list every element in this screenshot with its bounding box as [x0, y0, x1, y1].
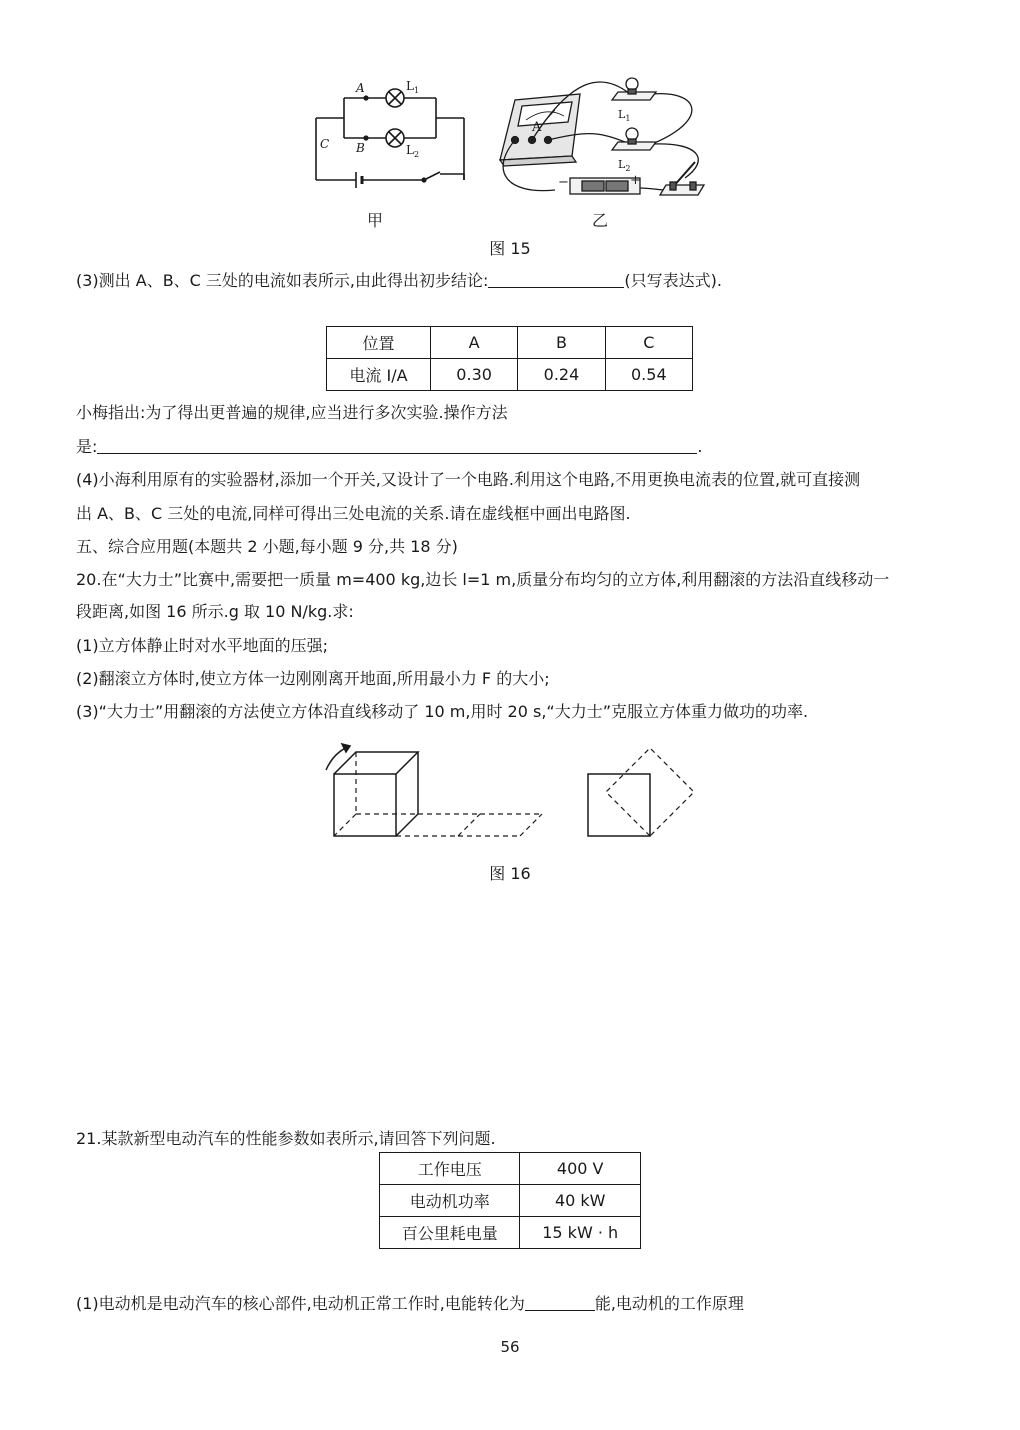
lamp-l2-holder	[612, 128, 656, 150]
q4-line-1: (4)小海利用原有的实验器材,添加一个开关,又设计了一个电路.利用这个电路,不用更换电流表的位置,就可直接测	[76, 470, 861, 489]
wire	[652, 94, 692, 144]
q20-part-3: (3)“大力士”用翻滚的方法使立方体沿直线移动了 10 m,用时 20 s,“大力士”克服立方体重力做功的功率.	[76, 702, 809, 721]
section-5-title: 五、综合应用题(本题共 2 小题,每小题 9 分,共 18 分)	[76, 537, 458, 556]
table-row	[380, 1217, 641, 1249]
table-row	[327, 359, 693, 391]
header-cell: A	[430, 327, 517, 359]
apparatus-drawing	[500, 78, 704, 195]
footprint-edge	[458, 814, 480, 836]
car-spec-table	[379, 1152, 641, 1249]
spec-label: 百公里耗电量	[380, 1217, 520, 1249]
q20-part-2: (2)翻滚立方体时,使立方体一边刚刚离开地面,所用最小力 F 的大小;	[76, 669, 550, 688]
point-a-dot	[364, 96, 368, 100]
label-a: A	[356, 81, 365, 95]
battery-plus-label: +	[630, 173, 641, 188]
q21-intro: 21.某款新型电动汽车的性能参数如表所示,请回答下列问题.	[76, 1129, 496, 1148]
label-l1: $L_1$	[406, 79, 420, 95]
table-cell: 电流 I/A	[327, 359, 431, 391]
cube-right-face	[396, 752, 418, 836]
q20-line-1: 20.在“大力士”比赛中,需要把一质量 m=400 kg,边长 l=1 m,质量分布均匀的立方体,利用翻滚的方法沿直线移动一	[76, 570, 890, 589]
q3-line	[76, 270, 722, 292]
point-b-dot	[364, 136, 368, 140]
current-table	[326, 326, 693, 391]
cube-top-face	[334, 752, 418, 774]
q21-answer-blank[interactable]	[525, 1294, 595, 1311]
note-answer-blank[interactable]	[97, 437, 697, 454]
cube-front-face	[334, 774, 396, 836]
q3-answer-blank[interactable]	[488, 271, 624, 288]
table-header-row	[327, 327, 693, 359]
figure-15-sub-b: 乙	[591, 211, 608, 230]
hidden-edge	[334, 814, 356, 836]
spec-label: 电动机功率	[380, 1185, 520, 1217]
q20-part-1: (1)立方体静止时对水平地面的压强;	[76, 636, 329, 655]
table-row	[380, 1185, 641, 1217]
footprint-edge	[520, 814, 542, 836]
ammeter-label: A	[532, 120, 542, 135]
spec-value: 15 kW · h	[520, 1217, 641, 1249]
wire	[652, 144, 698, 178]
spec-value: 400 V	[520, 1153, 641, 1185]
figure-15-sub-a: 甲	[366, 211, 383, 230]
lamp-l1-holder	[612, 78, 656, 100]
note-prefix: 是:	[76, 437, 98, 456]
page-number: 56	[500, 1338, 520, 1356]
q4-line-2: 出 A、B、C 三处的电流,同样可得出三处电流的关系.请在虚线框中画出电路图.	[76, 504, 631, 523]
wire	[640, 188, 665, 190]
figure-15-caption: 图 15	[489, 239, 531, 258]
label-b: B	[356, 141, 365, 155]
header-cell: C	[605, 327, 692, 359]
q21-part-1	[76, 1293, 744, 1315]
figure-16-diagram	[320, 740, 700, 840]
switch-lever	[424, 172, 440, 180]
q20-line-2: 段距离,如图 16 所示.g 取 10 N/kg.求:	[76, 602, 354, 621]
apparatus-label-l2: $L_2$	[618, 158, 631, 173]
header-cell: 位置	[327, 327, 431, 359]
table-cell: 0.30	[430, 359, 517, 391]
spec-value: 40 kW	[520, 1185, 641, 1217]
figure-16-caption: 图 16	[489, 864, 531, 883]
q21-part-1-suffix: 能,电动机的工作原理	[594, 1294, 744, 1313]
header-cell: B	[518, 327, 605, 359]
battery-minus-label: −	[558, 175, 569, 190]
q21-part-1-text: (1)电动机是电动汽车的核心部件,电动机正常工作时,电能转化为	[76, 1294, 525, 1313]
knife-switch	[660, 162, 704, 195]
rotation-arrowhead	[342, 744, 350, 752]
circuit-schematic	[316, 89, 464, 188]
note-suffix: .	[697, 437, 703, 456]
note-line-1: 小梅指出:为了得出更普遍的规律,应当进行多次实验.操作方法	[76, 403, 508, 422]
switch-pivot	[422, 178, 426, 182]
q3-text: (3)测出 A、B、C 三处的电流如表所示,由此得出初步结论:	[76, 271, 489, 290]
label-c: C	[320, 137, 330, 151]
table-cell: 0.54	[605, 359, 692, 391]
table-cell: 0.24	[518, 359, 605, 391]
table-row	[380, 1153, 641, 1185]
label-l2: $L_2$	[406, 143, 420, 159]
spec-label: 工作电压	[380, 1153, 520, 1185]
q3-suffix: (只写表达式).	[624, 271, 722, 290]
apparatus-label-l1: $L_1$	[618, 108, 631, 123]
note-line-2	[76, 436, 703, 458]
